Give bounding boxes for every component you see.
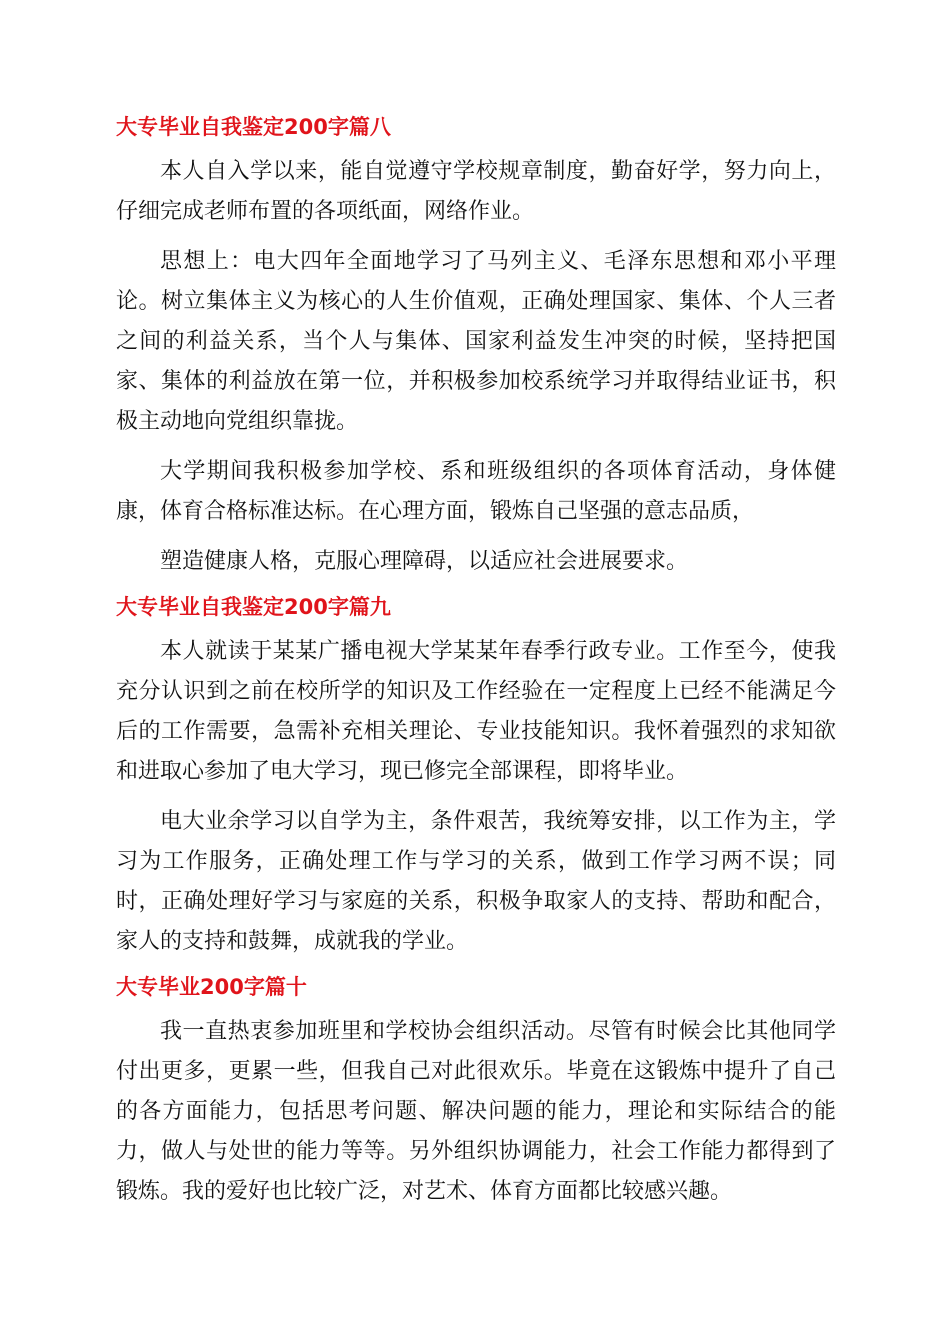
section-10 [116, 972, 836, 1212]
document-page [116, 112, 836, 1222]
section-9 [116, 592, 836, 962]
section-8 [116, 112, 836, 582]
section-heading: 大专毕业200字篇十 [116, 975, 307, 999]
section-heading: 大专毕业自我鉴定200字篇八 [116, 115, 391, 139]
paragraph: 本人就读于某某广播电视大学某某年春季行政专业。工作至今，使我充分认识到之前在校所学的知识及工作经验在一定程度上已经不能满足今后的工作需要，急需补充相关理论、专业技能知识。我怀着强烈的求知欲和进取心参加了电大学习，现已修完全部课程，即将毕业。 [116, 639, 836, 784]
section-heading: 大专毕业自我鉴定200字篇九 [116, 595, 391, 619]
paragraph: 电大业余学习以自学为主，条件艰苦，我统筹安排，以工作为主，学习为工作服务，正确处理工作与学习的关系，做到工作学习两不误；同时，正确处理好学习与家庭的关系，积极争取家人的支持、帮助和配合，家人的支持和鼓舞，成就我的学业。 [116, 809, 836, 954]
paragraph: 大学期间我积极参加学校、系和班级组织的各项体育活动，身体健康，体育合格标准达标。在心理方面，锻炼自己坚强的意志品质， [116, 459, 836, 524]
paragraph: 本人自入学以来，能自觉遵守学校规章制度，勤奋好学，努力向上，仔细完成老师布置的各项纸面，网络作业。 [116, 159, 836, 224]
paragraph: 塑造健康人格，克服心理障碍，以适应社会进展要求。 [160, 549, 689, 574]
paragraph: 思想上：电大四年全面地学习了马列主义、毛泽东思想和邓小平理论。树立集体主义为核心的人生价值观，正确处理国家、集体、个人三者之间的利益关系，当个人与集体、国家利益发生冲突的时候，坚持把国家、集体的利益放在第一位，并积极参加校系统学习并取得结业证书，积极主动地向党组织靠拢。 [116, 249, 836, 434]
paragraph: 我一直热衷参加班里和学校协会组织活动。尽管有时候会比其他同学付出更多，更累一些，但我自己对此很欢乐。毕竟在这锻炼中提升了自己的各方面能力，包括思考问题、解决问题的能力，理论和实际结合的能力，做人与处世的能力等等。另外组织协调能力，社会工作能力都得到了锻炼。我的爱好也比较广泛，对艺术、体育方面都比较感兴趣。 [116, 1019, 836, 1204]
